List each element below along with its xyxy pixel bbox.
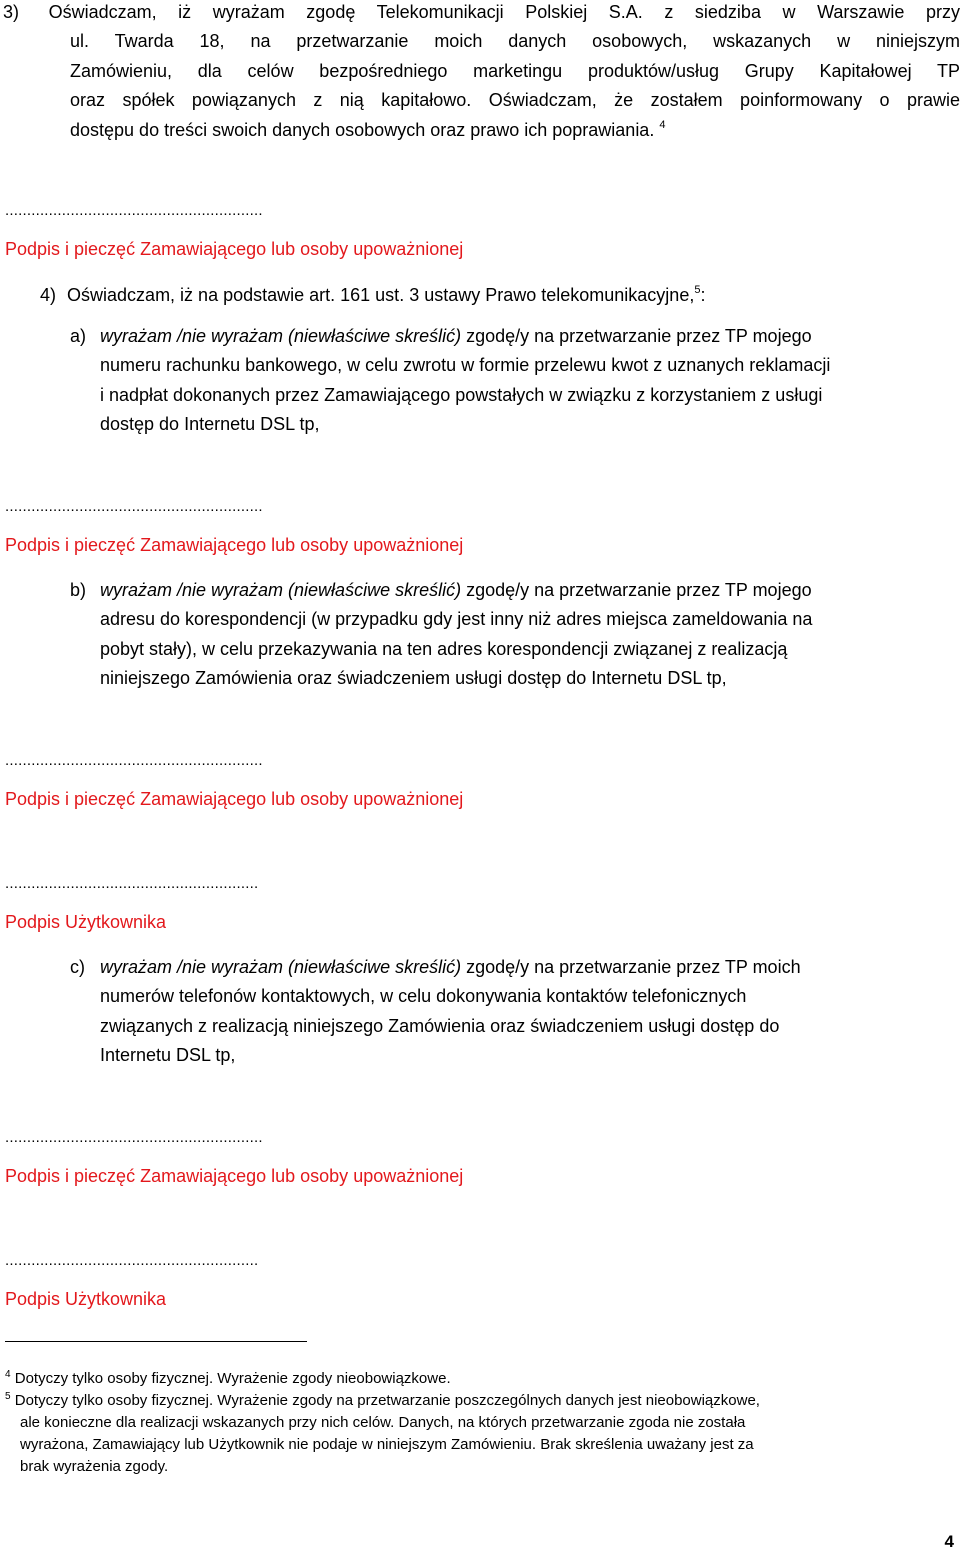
signature-label-ordering-party: Podpis i pieczęć Zamawiającego lub osoby upoważnionej bbox=[5, 789, 464, 809]
paragraph-text: numerów telefonów kontaktowych, w celu dokonywania kontaktów telefonicznych bbox=[100, 986, 747, 1007]
paragraph-text: Zamówieniu, dla celów bezpośredniego marketingu produktów/usług Grupy Kapitałowej TP bbox=[70, 60, 960, 81]
signature-line: ........................................................... bbox=[5, 498, 263, 515]
item-number: 4) bbox=[40, 285, 57, 305]
paragraph-text: dostępu do treści swoich danych osobowych oraz prawo ich poprawiania. bbox=[70, 119, 655, 140]
footnote-text: brak wyrażenia zgody. bbox=[20, 1458, 169, 1475]
paragraph-text: adresu do korespondencji (w przypadku gdy jest inny niż adres miejsca zameldowania na bbox=[100, 609, 813, 630]
paragraph-line bbox=[70, 351, 960, 380]
consent-paragraph-4 bbox=[40, 282, 705, 308]
paragraph-line bbox=[70, 322, 960, 351]
signature-label-ordering-party: Podpis i pieczęć Zamawiającego lub osoby upoważnionej bbox=[5, 239, 464, 259]
consent-subitem-c bbox=[70, 953, 960, 1071]
paragraph-line bbox=[3, 57, 960, 86]
paragraph-line bbox=[3, 116, 960, 145]
paragraph-text: niniejszego Zamówienia oraz świadczeniem usługi dostęp do Internetu DSL tp, bbox=[100, 668, 727, 689]
signature-label-user: Podpis Użytkownika bbox=[5, 1289, 167, 1309]
paragraph-line bbox=[70, 381, 960, 410]
footnote-text: Dotyczy tylko osoby fizycznej. Wyrażenie zgody nieobowiązkowe. bbox=[14, 1370, 451, 1387]
paragraph-line bbox=[70, 664, 960, 693]
paragraph-text: związanych z realizacją niniejszego Zamówienia oraz świadczeniem usługi dostęp do bbox=[100, 1015, 780, 1036]
footnote-number: 5 bbox=[5, 1391, 11, 1402]
footnote-number: 4 bbox=[5, 1369, 11, 1380]
signature-label-user: Podpis Użytkownika bbox=[5, 912, 167, 932]
paragraph-text: zgodę/y na przetwarzanie przez TP mojego bbox=[461, 326, 812, 346]
footnote-text: ale konieczne dla realizacji wskazanych przy nich celów. Danych, na których przetwarzanie zgoda nie została bbox=[20, 1414, 746, 1431]
paragraph-line bbox=[70, 410, 960, 439]
consent-paragraph-3 bbox=[3, 0, 960, 145]
paragraph-line bbox=[3, 0, 960, 27]
subitem-marker: c) bbox=[70, 957, 85, 977]
paragraph-line bbox=[70, 605, 960, 634]
footnote-ref: 4 bbox=[659, 118, 666, 131]
paragraph-text: pobyt stały), w celu przekazywania na ten adres korespondencji związanej z realizacją bbox=[100, 638, 788, 659]
paragraph-text: zgodę/y na przetwarzanie przez TP mojego bbox=[461, 580, 812, 600]
paragraph-line bbox=[70, 576, 960, 605]
paragraph-line bbox=[70, 635, 960, 664]
footnote-ref: 5 bbox=[694, 284, 701, 296]
item-number: 3) bbox=[3, 2, 20, 22]
paragraph-text: Internetu DSL tp, bbox=[100, 1045, 236, 1066]
footnote-separator bbox=[5, 1341, 307, 1342]
paragraph-line bbox=[70, 1041, 960, 1070]
signature-line: .......................................................... bbox=[5, 1252, 259, 1269]
consent-choice-text: wyrażam /nie wyrażam (niewłaściwe skreślić) bbox=[100, 326, 462, 346]
subitem-marker: a) bbox=[70, 326, 87, 346]
paragraph-text: ul. Twarda 18, na przetwarzanie moich danych osobowych, wskazanych w niniejszym bbox=[70, 31, 960, 52]
footnote-5 bbox=[5, 1390, 960, 1478]
footnote-4 bbox=[5, 1368, 960, 1390]
paragraph-text: oraz spółek powiązanych z nią kapitałowo. Oświadczam, że zostałem poinformowany o prawie bbox=[70, 90, 960, 111]
consent-subitem-a bbox=[70, 322, 960, 440]
paragraph-line bbox=[70, 953, 960, 982]
paragraph-text: dostęp do Internetu DSL tp, bbox=[100, 414, 320, 435]
paragraph-text: Oświadczam, iż wyrażam zgodę Telekomunikacji Polskiej S.A. z siedziba w Warszawie przy bbox=[48, 2, 960, 22]
paragraph-text: i nadpłat dokonanych przez Zamawiającego powstałych w związku z korzystaniem z usługi bbox=[100, 384, 823, 405]
consent-choice-text: wyrażam /nie wyrażam (niewłaściwe skreślić) bbox=[100, 580, 462, 600]
paragraph-line bbox=[3, 86, 960, 115]
subitem-marker: b) bbox=[70, 580, 87, 600]
consent-subitem-b bbox=[70, 576, 960, 694]
paragraph-line bbox=[70, 982, 960, 1011]
signature-line: ........................................................... bbox=[5, 752, 263, 769]
footnote-text: wyrażona, Zamawiający lub Użytkownik nie podaje w niniejszym Zamówieniu. Brak skreślenia uważany jest za bbox=[20, 1436, 754, 1453]
signature-label-ordering-party: Podpis i pieczęć Zamawiającego lub osoby upoważnionej bbox=[5, 535, 464, 555]
footnote-line bbox=[5, 1390, 960, 1412]
paragraph-text: Oświadczam, iż na podstawie art. 161 ust. 3 ustawy Prawo telekomunikacyjne, bbox=[67, 285, 695, 305]
footnote-line bbox=[5, 1456, 960, 1478]
paragraph-text: : bbox=[700, 285, 706, 305]
footnote-line bbox=[5, 1434, 960, 1456]
footnote-line bbox=[5, 1412, 960, 1434]
signature-line: ........................................................... bbox=[5, 202, 263, 219]
page-number: 4 bbox=[944, 1532, 954, 1551]
paragraph-line bbox=[70, 1012, 960, 1041]
signature-line: .......................................................... bbox=[5, 875, 259, 892]
signature-label-ordering-party: Podpis i pieczęć Zamawiającego lub osoby upoważnionej bbox=[5, 1166, 464, 1186]
paragraph-text: zgodę/y na przetwarzanie przez TP moich bbox=[461, 957, 801, 977]
paragraph-text: numeru rachunku bankowego, w celu zwrotu w formie przelewu kwot z uznanych reklamacji bbox=[100, 355, 831, 376]
footnote-text: Dotyczy tylko osoby fizycznej. Wyrażenie zgody na przetwarzanie poszczególnych danych jest nieobowiązkowe, bbox=[14, 1392, 760, 1409]
paragraph-line bbox=[3, 27, 960, 56]
signature-line: ........................................................... bbox=[5, 1129, 263, 1146]
consent-choice-text: wyrażam /nie wyrażam (niewłaściwe skreślić) bbox=[100, 957, 462, 977]
